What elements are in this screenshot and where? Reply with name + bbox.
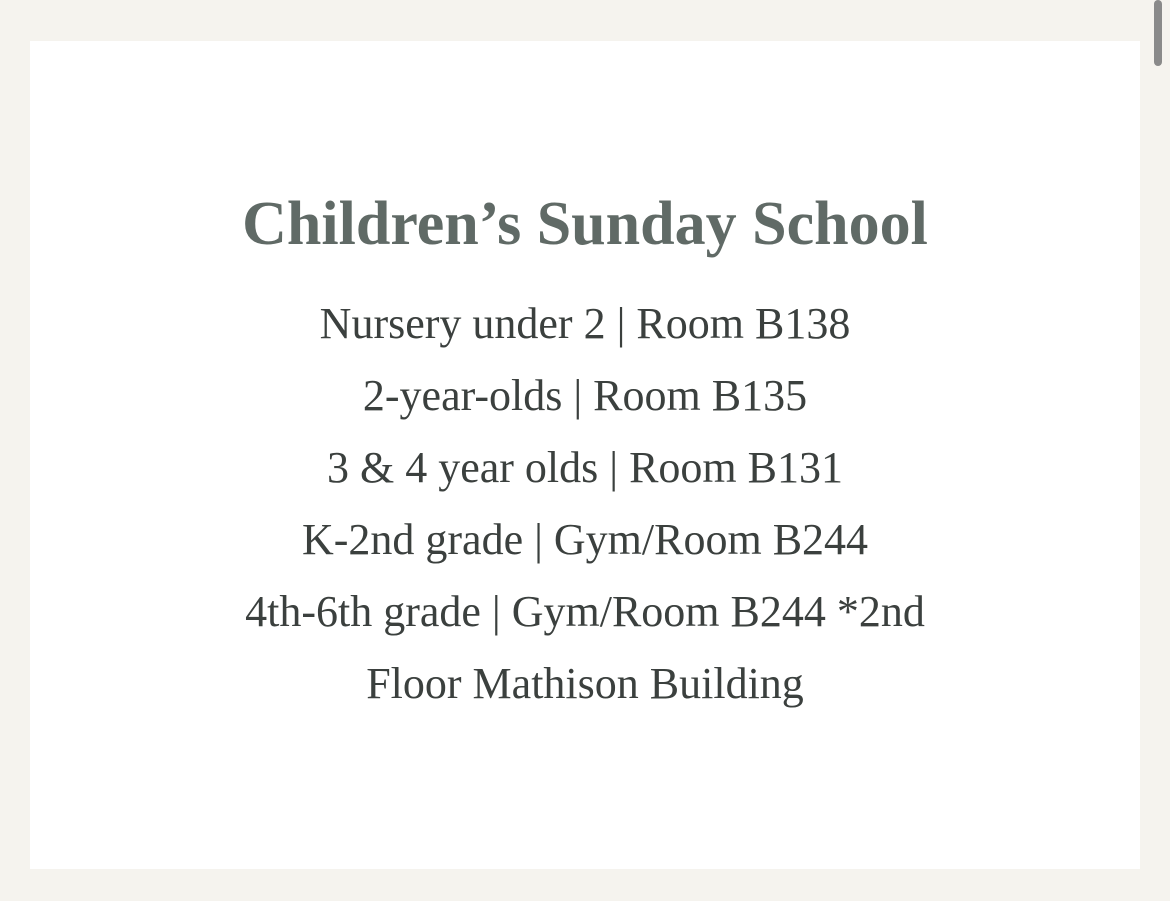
scrollbar-thumb[interactable] [1154,0,1162,66]
page-title: Children’s Sunday School [242,190,928,258]
list-item-nursery: Nursery under 2 | Room B138 [319,299,851,348]
vertical-scrollbar[interactable] [1154,0,1164,901]
list-item-building-note: Floor Mathison Building [366,659,804,708]
list-item-three-four-year-olds: 3 & 4 year olds | Room B131 [326,443,843,492]
list-item-two-year-olds: 2-year-olds | Room B135 [362,371,808,420]
list-item-k-2nd-grade: K-2nd grade | Gym/Room B244 [301,515,869,564]
list-item-4th-6th-grade: 4th-6th grade | Gym/Room B244 *2nd [245,587,925,636]
class-room-list [0,288,1170,720]
